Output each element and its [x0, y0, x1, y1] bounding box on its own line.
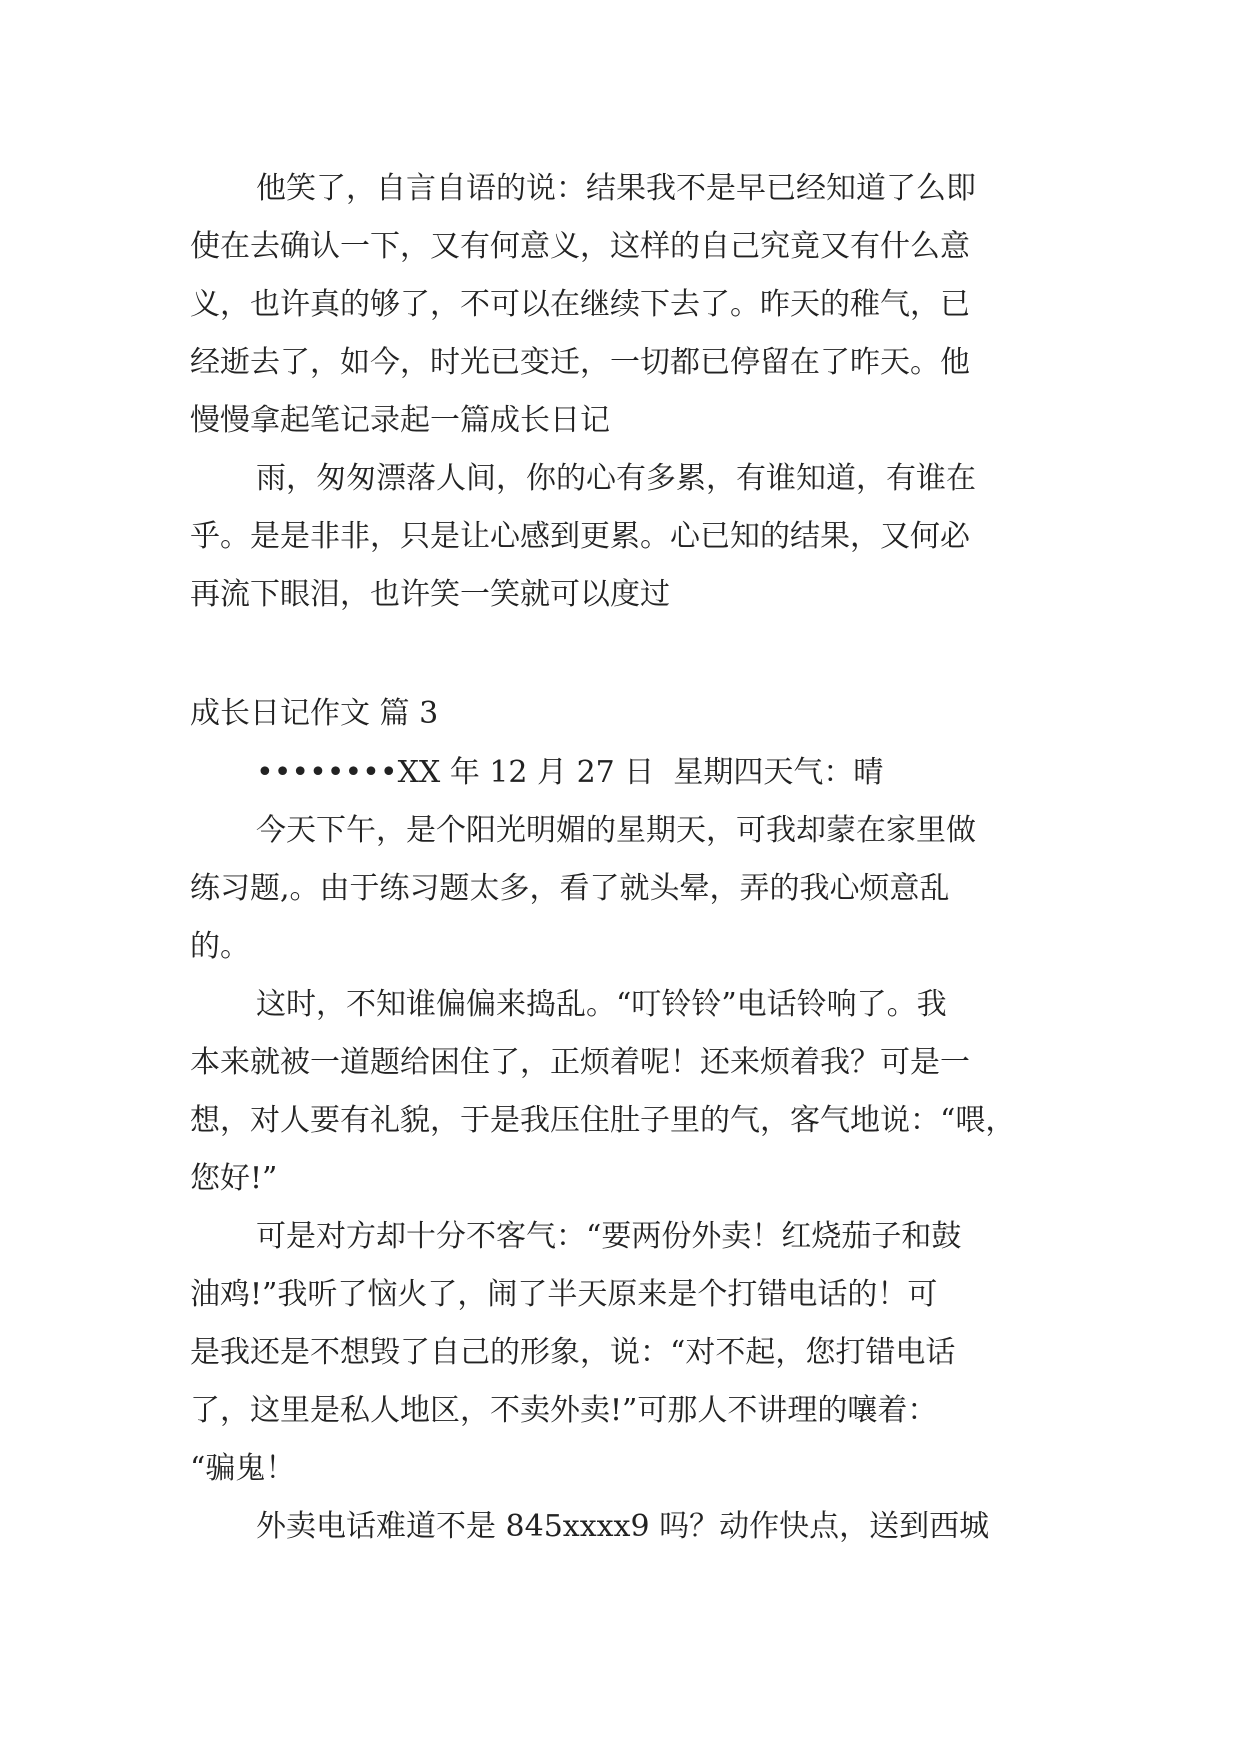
paragraph-line: 义，也许真的够了，不可以在继续下去了。昨天的稚气，已 — [190, 287, 970, 322]
paragraph-line: 的。 — [190, 929, 250, 964]
paragraph-line: 油鸡!”我听了恼火了，闹了半天原来是个打错电话的！可 — [190, 1277, 938, 1312]
paragraph-line: 使在去确认一下，又有何意义，这样的自己究竟又有什么意 — [190, 229, 970, 264]
paragraph-line: 是我还是不想毁了自己的形象，说：“对不起，您打错电话 — [190, 1335, 956, 1370]
paragraph-line: 他笑了，自言自语的说：结果我不是早已经知道了么即 — [256, 171, 976, 206]
paragraph-line: 雨，匆匆漂落人间，你的心有多累，有谁知道，有谁在 — [256, 461, 976, 496]
paragraph — [190, 450, 1050, 624]
paragraph — [190, 1498, 1050, 1556]
paragraph — [190, 802, 1050, 976]
paragraph-line: 经逝去了，如今，时光已变迁，一切都已停留在了昨天。他 — [190, 345, 970, 380]
paragraph-line: 您好!” — [190, 1161, 278, 1196]
date-line: ••••••••XX 年 12 月 27 日 星期四天气：晴 — [256, 755, 884, 790]
paragraph-line: “骗鬼！ — [190, 1451, 296, 1486]
paragraph-line: 乎。是是非非，只是让心感到更累。心已知的结果，又何必 — [190, 519, 970, 554]
section-spacer — [190, 624, 1050, 684]
section-heading: 成长日记作文 篇 3 — [190, 696, 439, 731]
paragraph-line: 今天下午，是个阳光明媚的星期天，可我却蒙在家里做 — [256, 813, 976, 848]
paragraph-line: 外卖电话难道不是 845xxxx9 吗？动作快点，送到西城 — [256, 1509, 990, 1544]
paragraph-line: 练习题,。由于练习题太多，看了就头晕，弄的我心烦意乱 — [190, 871, 950, 906]
paragraph-line: 可是对方却十分不客气：“要两份外卖！红烧茄子和鼓 — [256, 1219, 962, 1254]
paragraph-line: 想，对人要有礼貌，于是我压住肚子里的气，客气地说：“喂， — [190, 1103, 1016, 1138]
paragraph-line: 慢慢拿起笔记录起一篇成长日记 — [190, 403, 610, 438]
paragraph-line: 再流下眼泪，也许笑一笑就可以度过 — [190, 577, 670, 612]
document-page — [190, 160, 1050, 1556]
paragraph-line: 了，这里是私人地区，不卖外卖!”可那人不讲理的嚷着： — [190, 1393, 938, 1428]
paragraph — [190, 976, 1050, 1208]
paragraph — [190, 160, 1050, 450]
paragraph-line: 这时，不知谁偏偏来捣乱。“叮铃铃”电话铃响了。我 — [256, 987, 947, 1022]
paragraph-line: 本来就被一道题给困住了，正烦着呢！还来烦着我？可是一 — [190, 1045, 970, 1080]
paragraph — [190, 1208, 1050, 1498]
